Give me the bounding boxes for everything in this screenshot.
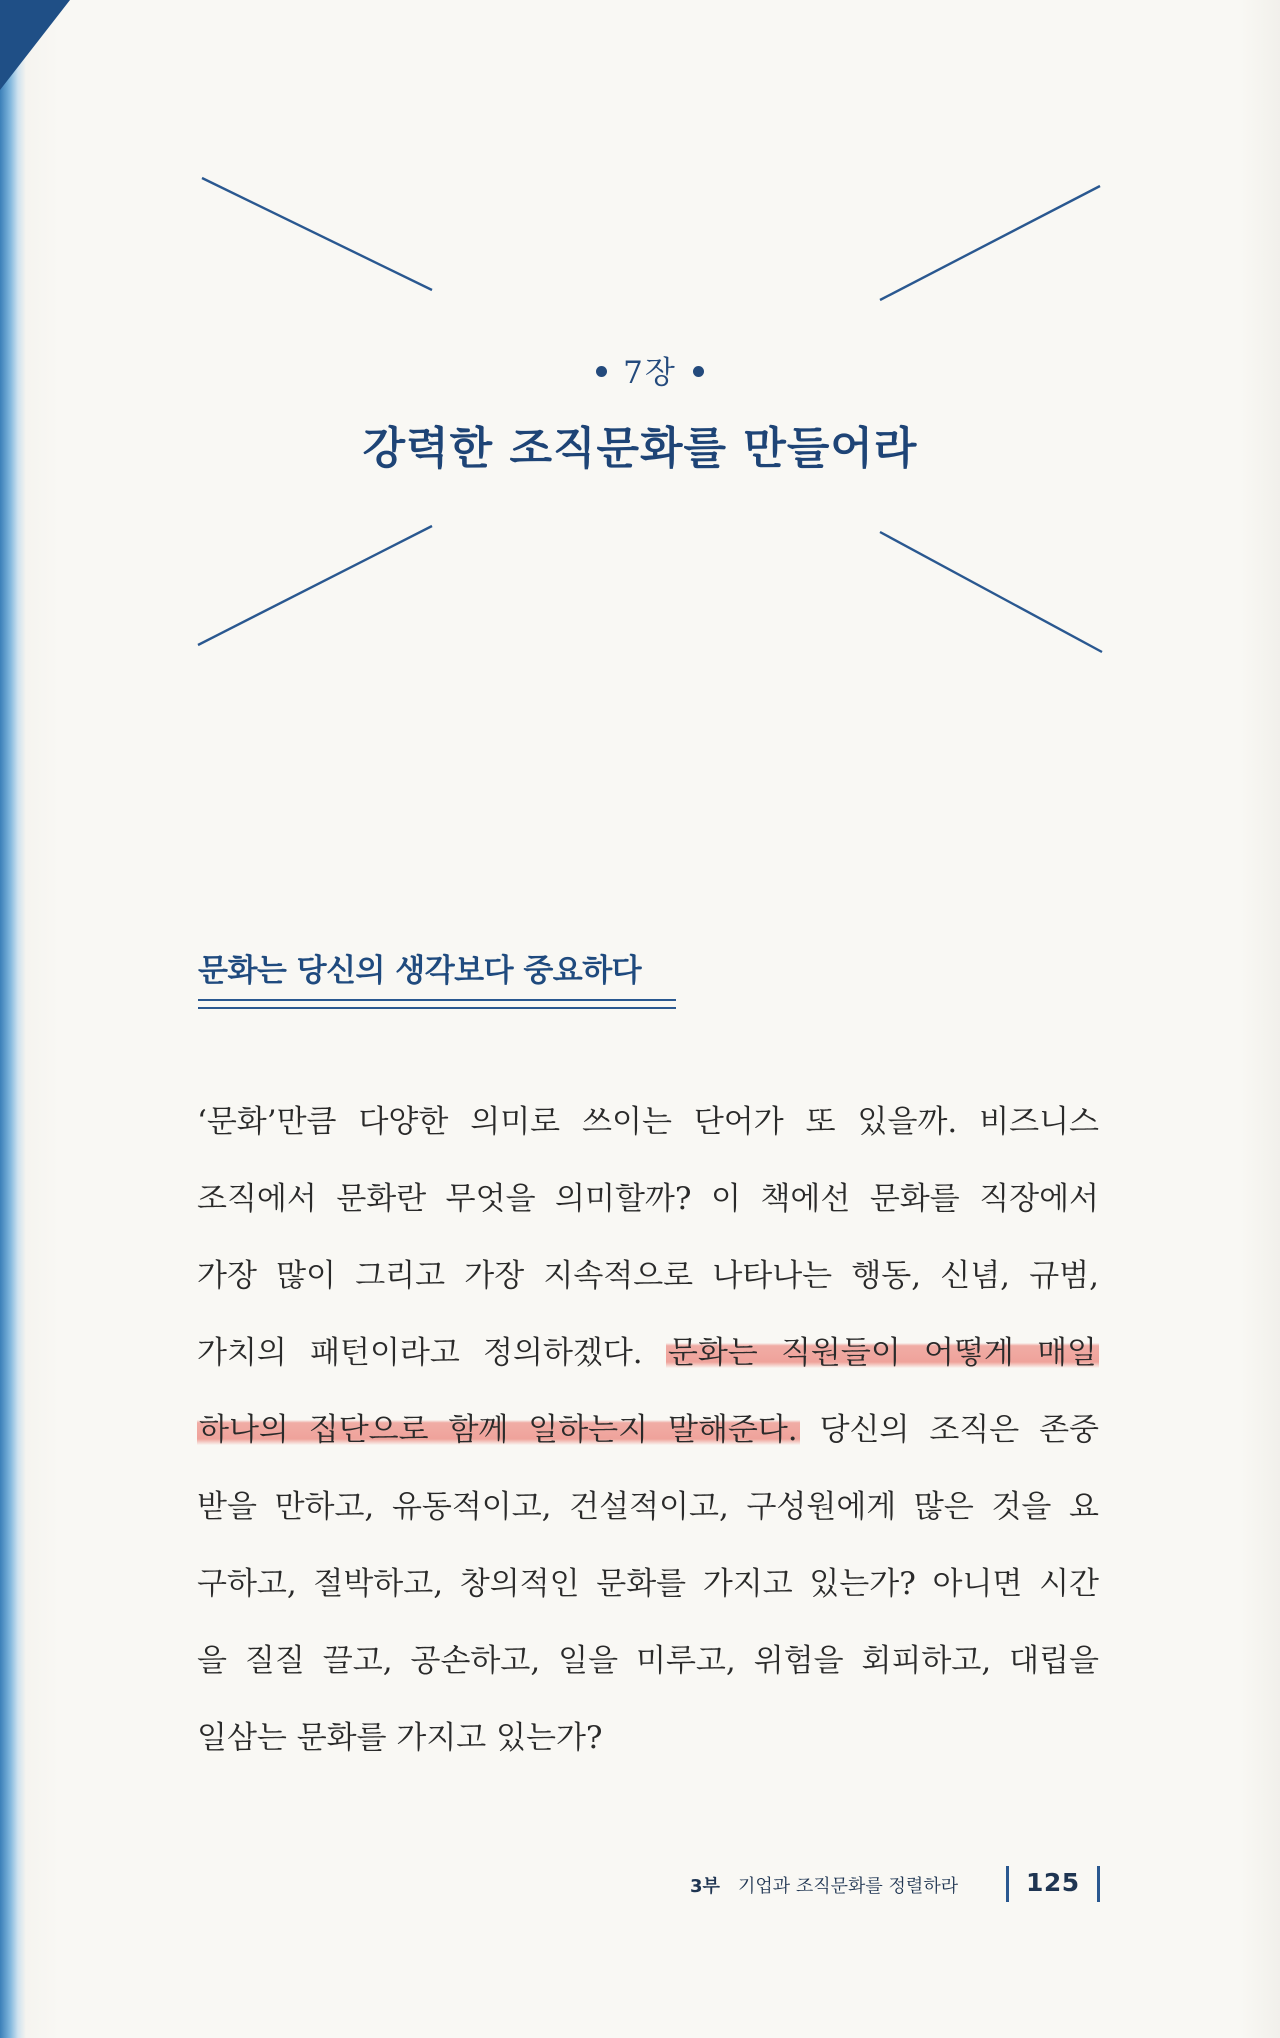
body-line: 받을 만하고, 유동적이고, 건설적이고, 구성원에게 많은 것을 요 [197, 1489, 1099, 1525]
chapter-title: 강력한 조직문화를 만들어라 [362, 423, 918, 474]
section-underline-upper [198, 999, 676, 1001]
chapter-number-label [500, 347, 800, 392]
section-heading: 문화는 당신의 생각보다 중요하다 [198, 953, 642, 989]
footer-divider-right [1097, 1866, 1100, 1902]
body-line [197, 1410, 1099, 1450]
bullet-dot-right [693, 366, 704, 377]
deco-line-top-left [202, 178, 432, 290]
body-line: 을 질질 끌고, 공손하고, 일을 미루고, 위험을 회피하고, 대립을 [197, 1643, 1099, 1679]
page-footer [690, 1866, 1110, 1906]
body-line: ‘문화’만큼 다양한 의미로 쓰이는 단어가 또 있을까. 비즈니스 [197, 1104, 1099, 1140]
body-line [197, 1333, 1099, 1373]
body-text: 당신의 조직은 존중 [799, 1412, 1099, 1448]
body-line: 구하고, 절박하고, 창의적인 문화를 가지고 있는가? 아니면 시간 [197, 1566, 1099, 1602]
page-number: 125 [1026, 1868, 1080, 1897]
body-text: 가치의 패턴이라고 정의하겠다. [197, 1335, 666, 1371]
body-line: 가장 많이 그리고 가장 지속적으로 나타나는 행동, 신념, 규범, [197, 1258, 1099, 1294]
deco-line-bottom-left [198, 526, 432, 645]
chapter-number: 7장 [623, 355, 677, 391]
bullet-dot-left [596, 366, 607, 377]
deco-line-bottom-right [880, 532, 1102, 652]
footer-part-title: 기업과 조직문화를 정렬하라 [738, 1876, 959, 1897]
section-underline-lower [198, 1007, 676, 1009]
highlighted-text: 문화는 직원들이 어떻게 매일 [667, 1335, 1097, 1371]
footer-part-number: 3부 [690, 1876, 720, 1897]
body-line-last: 일삼는 문화를 가지고 있는가? [197, 1720, 603, 1756]
deco-line-top-right [880, 186, 1100, 300]
footer-divider-left [1006, 1866, 1009, 1902]
body-line: 조직에서 문화란 무엇을 의미할까? 이 책에선 문화를 직장에서 [197, 1181, 1099, 1217]
highlighted-text: 하나의 집단으로 함께 일하는지 말해준다. [199, 1412, 798, 1448]
